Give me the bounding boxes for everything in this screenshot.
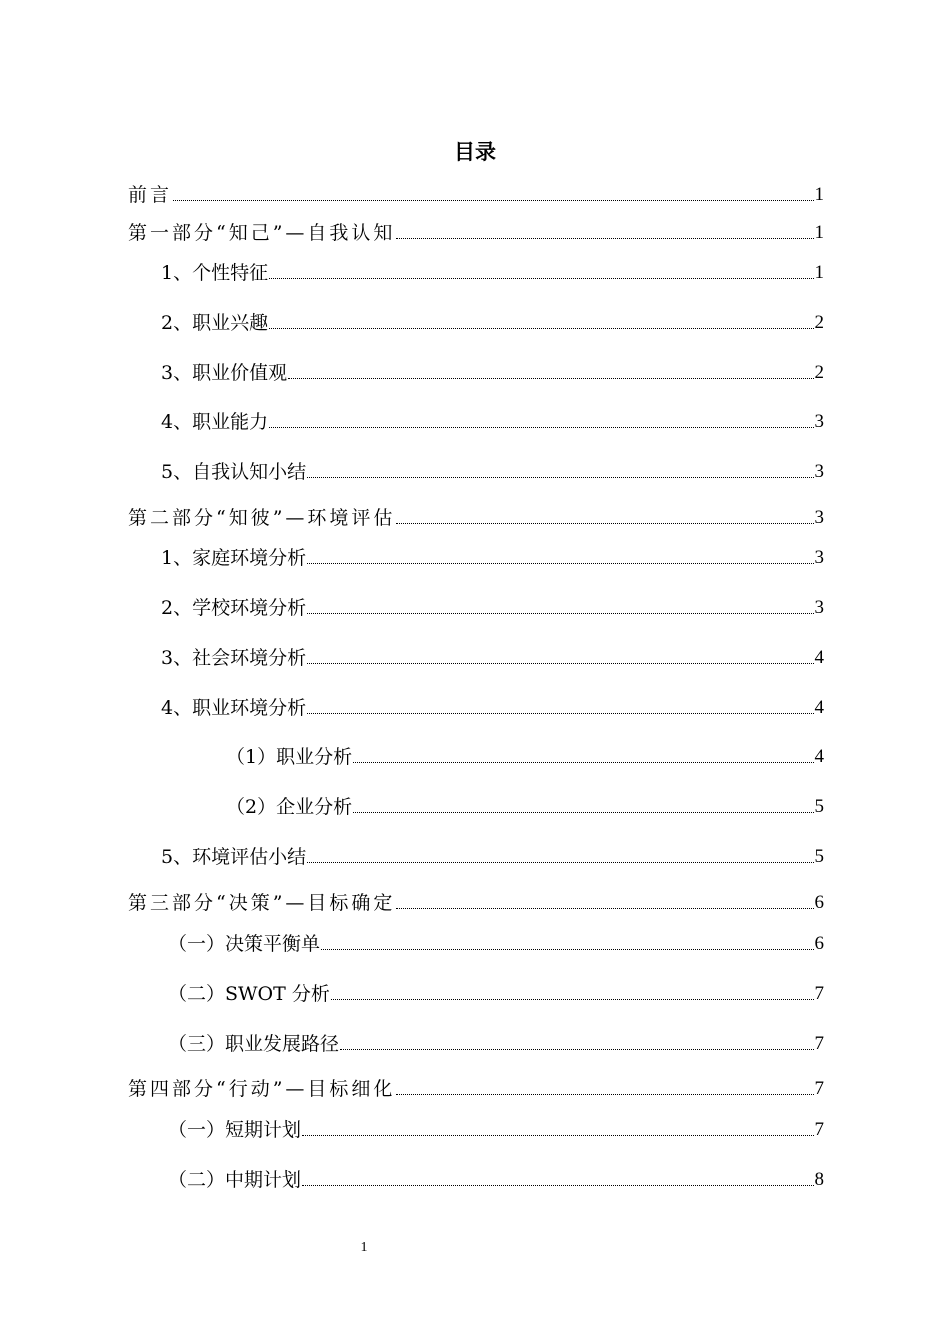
toc-entry-label: 2、学校环境分析 (161, 597, 307, 619)
toc-entry[interactable] (168, 1032, 824, 1056)
toc-dot-leader (173, 200, 813, 201)
toc-entry[interactable] (168, 1168, 824, 1192)
toc-entry-label: （二）中期计划 (168, 1169, 302, 1191)
toc-dot-leader (307, 663, 813, 664)
toc-dot-leader (353, 762, 813, 763)
toc-entry-label: 2、职业兴趣 (161, 312, 269, 334)
toc-entry[interactable] (168, 932, 824, 956)
toc-entry[interactable] (161, 261, 824, 285)
toc-entry-label: 前言 (128, 184, 173, 206)
toc-entry-page: 3 (814, 597, 824, 618)
toc-entry[interactable] (128, 1077, 824, 1101)
page-number: 1 (360, 1240, 368, 1255)
toc-entry[interactable] (128, 221, 824, 245)
toc-entry-label: 第四部分“行动”—目标细化 (128, 1078, 396, 1100)
toc-dot-leader (307, 613, 813, 614)
toc-entry-page: 2 (814, 312, 824, 333)
toc-entry-label: （一）决策平衡单 (168, 933, 321, 955)
toc-entry-label: 1、家庭环境分析 (161, 547, 307, 569)
toc-entry-label: 1、个性特征 (161, 262, 269, 284)
toc-entry-page: 4 (814, 697, 824, 718)
toc-dot-leader (307, 563, 813, 564)
toc-entry-page: 7 (814, 1119, 824, 1140)
toc-entry-label: 3、职业价值观 (161, 362, 288, 384)
toc-entry-label: （一）短期计划 (168, 1119, 302, 1141)
toc-entry-label: 4、职业环境分析 (161, 697, 307, 719)
toc-entry-page: 3 (814, 411, 824, 432)
toc-entry[interactable] (128, 891, 824, 915)
toc-entry-page: 5 (814, 846, 824, 867)
toc-entry-page: 8 (814, 1169, 824, 1190)
toc-entry[interactable] (161, 460, 824, 484)
toc-entry-label: 5、自我认知小结 (161, 461, 307, 483)
toc-entry[interactable] (161, 596, 824, 620)
toc-entry-page: 7 (814, 1033, 824, 1054)
toc-dot-leader (396, 1094, 813, 1095)
toc-entry-page: 2 (814, 362, 824, 383)
toc-entry[interactable] (161, 845, 824, 869)
toc-entry-label: 3、社会环境分析 (161, 647, 307, 669)
toc-dot-leader (396, 238, 813, 239)
toc-entry-label: 第三部分“决策”—目标确定 (128, 892, 396, 914)
toc-dot-leader (340, 1049, 813, 1050)
toc-dot-leader (269, 328, 813, 329)
toc-entry[interactable] (161, 311, 824, 335)
toc-entry[interactable] (161, 646, 824, 670)
toc-dot-leader (269, 427, 813, 428)
toc-dot-leader (307, 713, 813, 714)
toc-entry-label: （二）SWOT 分析 (168, 983, 330, 1005)
toc-entry-page: 7 (814, 1078, 824, 1099)
toc-dot-leader (331, 999, 814, 1000)
toc-entry-label: （1）职业分析 (226, 746, 353, 768)
toc-entry-label: 第一部分“知己”—自我认知 (128, 222, 396, 244)
toc-entry-page: 5 (814, 796, 824, 817)
toc-entry-page: 1 (814, 262, 824, 283)
toc-entry-page: 6 (814, 933, 824, 954)
toc-entry-label: 第二部分“知彼”—环境评估 (128, 507, 396, 529)
toc-dot-leader (288, 378, 813, 379)
toc-entry[interactable] (226, 795, 824, 819)
toc-entry-page: 1 (814, 222, 824, 243)
toc-entry[interactable] (161, 410, 824, 434)
toc-entry-page: 4 (814, 746, 824, 767)
toc-dot-leader (396, 523, 813, 524)
toc-entry[interactable] (128, 183, 824, 207)
toc-entry-page: 3 (814, 547, 824, 568)
toc-dot-leader (321, 949, 813, 950)
toc-entry-page: 6 (814, 892, 824, 913)
toc-entry-page: 7 (814, 983, 824, 1004)
toc-dot-leader (302, 1185, 813, 1186)
toc-entry[interactable] (161, 361, 824, 385)
toc-entry[interactable] (168, 1118, 824, 1142)
toc-entry[interactable] (161, 696, 824, 720)
toc-dot-leader (269, 278, 813, 279)
toc-entry[interactable] (128, 506, 824, 530)
toc-entry-page: 4 (814, 647, 824, 668)
toc-entry-page: 3 (814, 507, 824, 528)
toc-entry[interactable] (168, 982, 824, 1006)
toc-entry-label: （2）企业分析 (226, 796, 353, 818)
toc-entry-label: 4、职业能力 (161, 411, 269, 433)
toc-entry-label: 5、环境评估小结 (161, 846, 307, 868)
toc-dot-leader (396, 908, 813, 909)
toc-dot-leader (307, 477, 813, 478)
toc-title: 目录 (454, 140, 496, 164)
toc-dot-leader (302, 1135, 813, 1136)
toc-dot-leader (307, 862, 813, 863)
toc-entry[interactable] (161, 546, 824, 570)
toc-entry-page: 3 (814, 461, 824, 482)
toc-entry-label: （三）职业发展路径 (168, 1033, 340, 1055)
toc-dot-leader (353, 812, 813, 813)
toc-entry-page: 1 (814, 184, 824, 205)
toc-entry[interactable] (226, 745, 824, 769)
